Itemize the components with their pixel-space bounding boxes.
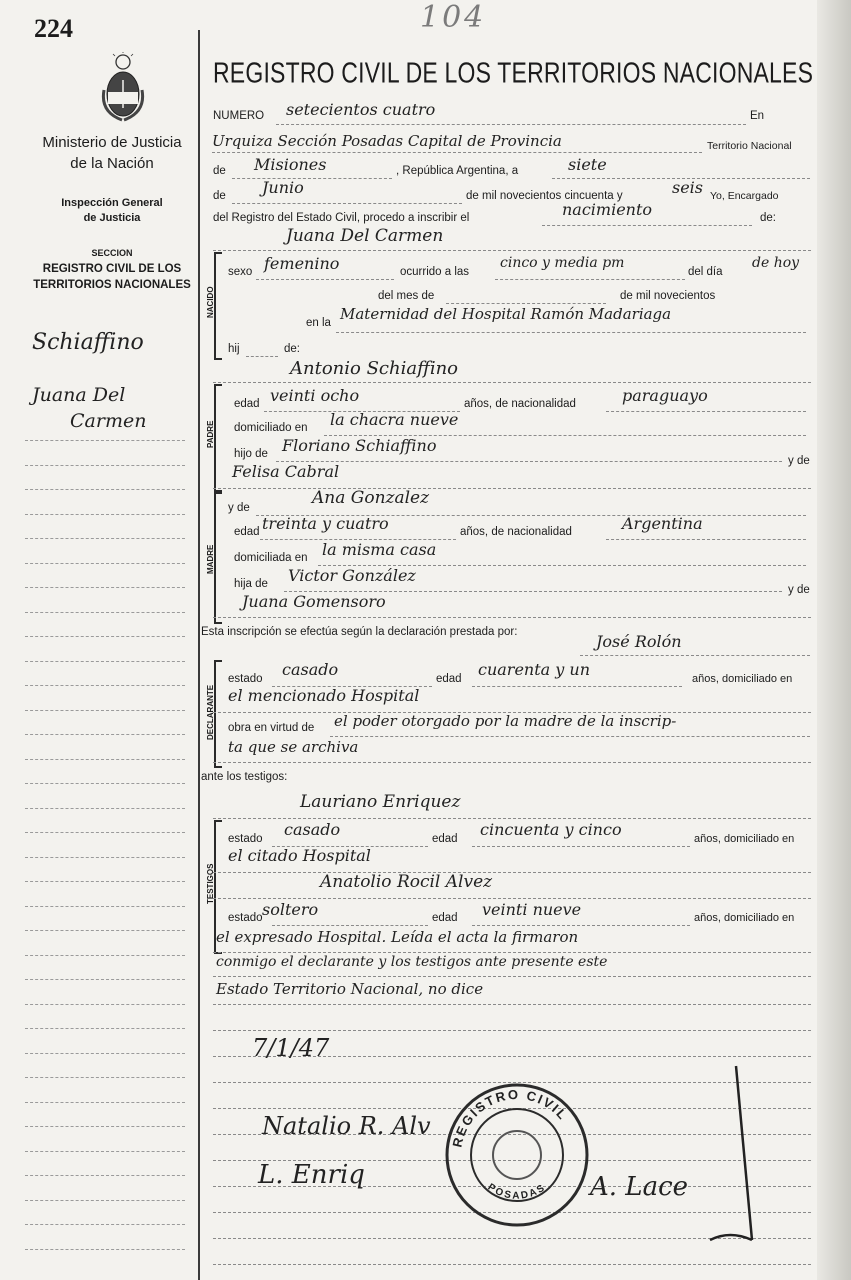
value-decl-edad: cuarenta y un (478, 660, 591, 679)
label-y-de-padre: y de (788, 455, 810, 467)
label-anos-nac-padre: años, de nacionalidad (464, 398, 576, 410)
bracket-madre (214, 492, 222, 624)
ministry-line-1: Ministerio de Justicia (42, 134, 182, 151)
line-territorio (232, 178, 392, 179)
label-del-dia: del día (688, 266, 723, 278)
line-del-mes (446, 303, 606, 304)
margin-ruled-line (25, 563, 185, 564)
margin-ruled-line (25, 881, 185, 882)
value-testigo-1: Lauriano Enriquez (300, 792, 461, 812)
value-t2-dom-1: el expresado Hospital. Leída el acta la firmaron (216, 928, 579, 946)
value-hij-de: Antonio Schiaffino (290, 358, 459, 379)
left-margin-column (0, 0, 198, 1280)
seccion-header: SECCION (91, 248, 133, 258)
value-decl-obra: el poder otorgado por la madre de la inscrip- (334, 712, 677, 730)
line-mes (232, 203, 462, 204)
line-sexo (256, 279, 394, 280)
margin-ruled-line (25, 1077, 185, 1078)
margin-note-given-name-2: Carmen (70, 410, 147, 432)
margin-ruled-line (25, 1102, 185, 1103)
line-t2-dom-2 (213, 976, 811, 977)
value-madre-dom: la misma casa (322, 540, 437, 559)
value-padre-edad: veinti ocho (270, 386, 360, 405)
margin-ruled-line (25, 1053, 185, 1054)
value-nombre: Juana Del Carmen (286, 226, 444, 246)
label-hij: hij (228, 343, 240, 355)
signature-2: L. Enriq (258, 1160, 365, 1190)
line-padre-hijo-de (276, 461, 782, 462)
value-decl-estado: casado (282, 660, 339, 679)
ministry-line-2: de la Nación (70, 155, 154, 172)
label-yo: Yo, Encargado (710, 190, 779, 202)
line-madre-y-de (213, 617, 811, 618)
label-de-3: de: (760, 212, 776, 224)
inspeccion-line-2: de Justicia (83, 212, 141, 224)
value-sexo: femenino (264, 254, 340, 273)
signature-3: A. Lace (590, 1172, 689, 1202)
page-edge (817, 0, 851, 1280)
margin-ruled-line (25, 1224, 185, 1225)
line-t2-dom-3 (213, 1004, 811, 1005)
label-anos-nac-madre: años, de nacionalidad (460, 526, 572, 538)
line-nombre (213, 250, 811, 251)
section-label-madre: MADRE (206, 544, 215, 574)
margin-ruled-line (25, 1004, 185, 1005)
line-acto (542, 225, 752, 226)
margin-ruled-line (25, 783, 185, 784)
margin-ruled-line (25, 489, 185, 490)
value-t1-dom: el citado Hospital (228, 846, 371, 865)
margin-ruled-line (25, 1200, 185, 1201)
value-territorio: Misiones (254, 155, 327, 174)
label-territorio: Territorio Nacional (707, 140, 792, 152)
line-lugar (336, 332, 806, 333)
seccion-line-2: TERRITORIOS NACIONALES (33, 279, 191, 291)
value-hora: cinco y media pm (500, 255, 625, 271)
line-t2-dom-1 (213, 952, 811, 953)
value-t2-edad: veinti nueve (482, 900, 582, 919)
value-padre-nac: paraguayo (622, 386, 708, 405)
bracket-padre (214, 384, 222, 492)
label-anos-dom-t2: años, domiciliado en (694, 912, 795, 924)
label-declaracion: Esta inscripción se efectúa según la declaración prestada por: (201, 626, 518, 638)
line-numero (276, 124, 746, 125)
line-padre-y-de (213, 488, 811, 489)
margin-ruled-line (25, 465, 185, 466)
label-edad-t2: edad (432, 912, 458, 924)
value-en-place: Urquiza Sección Posadas Capital de Provincia (212, 132, 562, 150)
label-edad-decl: edad (436, 673, 462, 685)
label-ocurrido: ocurrido a las (400, 266, 470, 278)
label-mil-nov: de mil novecientos cincuenta y (466, 190, 623, 202)
value-madre-nac: Argentina (622, 514, 703, 533)
label-numero: NUMERO (213, 110, 265, 122)
value-ano: seis (672, 178, 704, 197)
main-ruled-line (213, 1030, 811, 1031)
value-numero: setecientos cuatro (286, 100, 436, 119)
label-domiciliado-en: domiciliado en (234, 422, 308, 434)
margin-ruled-line (25, 685, 185, 686)
value-mes: Junio (262, 178, 304, 197)
registry-stamp (444, 1082, 590, 1228)
value-t2-estado: soltero (262, 900, 319, 919)
line-hij-de (213, 382, 811, 383)
margin-ruled-line (25, 808, 185, 809)
line-madre-nac (606, 539, 806, 540)
label-en: En (750, 110, 765, 122)
page-number: 224 (34, 14, 73, 43)
value-padre-hijo-de: Floriano Schiaffino (282, 436, 437, 455)
signature-mark: 7/1/47 (252, 1034, 330, 1062)
seccion-name (24, 261, 200, 293)
label-estado-t1: estado (228, 833, 263, 845)
margin-ruled-line (25, 734, 185, 735)
label-edad-madre: edad (234, 526, 260, 538)
seccion-line-1: REGISTRO CIVIL DE LOS (42, 263, 182, 275)
label-de-1: de (213, 165, 226, 177)
value-t2-dom-3: Estado Territorio Nacional, no dice (216, 980, 484, 998)
value-t1-estado: casado (284, 820, 341, 839)
stamp-text: REGISTRO CIVIL (449, 1086, 572, 1149)
line-decl-obra-2 (213, 762, 811, 763)
stamp-bottom-text: POSADAS (485, 1181, 549, 1202)
line-padre-nac (606, 411, 806, 412)
label-del-mes: del mes de (378, 290, 435, 302)
inspeccion-line-1: Inspección General (61, 197, 163, 209)
value-decl-dom: el mencionado Hospital (228, 686, 420, 705)
margin-ruled-line (25, 587, 185, 588)
value-t1-edad: cincuenta y cinco (480, 820, 622, 839)
label-de-mil: de mil novecientos (620, 290, 716, 302)
line-hora (495, 279, 685, 280)
main-ruled-line (213, 1264, 811, 1265)
line-decl-obra (330, 736, 810, 737)
margin-ruled-line (25, 1028, 185, 1029)
label-hijo-de: hijo de (234, 448, 268, 460)
inspeccion-general (24, 196, 200, 226)
ministry-name (24, 132, 200, 174)
line-testigo-2 (213, 898, 811, 899)
bracket-nacido (214, 252, 222, 360)
value-madre-y-de: Juana Gomensoro (242, 592, 386, 611)
label-y-de-madre-2: y de (788, 584, 810, 596)
line-t2-edad (472, 925, 690, 926)
line-decl-edad (472, 686, 682, 687)
line-hij (246, 356, 278, 357)
margin-ruled-line (25, 1151, 185, 1152)
value-padre-dom: la chacra nueve (330, 410, 459, 429)
line-t2-estado (272, 925, 428, 926)
label-y-de-madre: y de (228, 502, 250, 514)
margin-ruled-line (25, 832, 185, 833)
section-label-nacido: NACIDO (206, 286, 215, 318)
value-decl-obra-2: ta que se archiva (228, 738, 359, 756)
margin-note-given-name: Juana Del (32, 384, 126, 406)
label-de-4: de: (284, 343, 300, 355)
margin-ruled-line (25, 955, 185, 956)
label-edad-padre: edad (234, 398, 260, 410)
document-title: REGISTRO CIVIL DE LOS TERRITORIOS NACIONALES (213, 56, 814, 89)
label-obra: obra en virtud de (228, 722, 315, 734)
margin-ruled-line (25, 979, 185, 980)
value-madre-edad: treinta y cuatro (262, 514, 389, 533)
line-en-place (212, 152, 702, 153)
label-sexo: sexo (228, 266, 253, 278)
label-edad-t1: edad (432, 833, 458, 845)
value-testigo-2: Anatolio Rocil Alvez (320, 872, 493, 892)
value-declarante: José Rolón (596, 632, 682, 651)
label-hija-de: hija de (234, 578, 268, 590)
label-anos-dom-decl: años, domiciliado en (692, 673, 793, 685)
value-lugar: Maternidad del Hospital Ramón Madariaga (340, 305, 672, 323)
signature-1: Natalio R. Alv (262, 1112, 431, 1140)
margin-ruled-line (25, 636, 185, 637)
label-republica: , República Argentina, a (396, 165, 519, 177)
margin-ruled-line (25, 1249, 185, 1250)
margin-ruled-line (25, 440, 185, 441)
line-t1-edad (472, 846, 690, 847)
label-testigos: ante los testigos: (201, 771, 288, 783)
margin-ruled-line (25, 857, 185, 858)
value-padre-y-de: Felisa Cabral (232, 462, 340, 481)
margin-ruled-line (25, 906, 185, 907)
bracket-declarante (214, 660, 222, 768)
margin-ruled-line (25, 710, 185, 711)
section-label-padre: PADRE (206, 420, 215, 448)
margin-ruled-line (25, 1126, 185, 1127)
section-label-declarante: DECLARANTE (206, 684, 215, 740)
margin-ruled-line (25, 759, 185, 760)
value-madre: Ana Gonzalez (312, 488, 430, 508)
label-anos-dom-t1: años, domiciliado en (694, 833, 795, 845)
margin-ruled-line (25, 661, 185, 662)
line-declarante (580, 655, 810, 656)
signature-stroke (700, 1060, 780, 1260)
label-domiciliada-en: domiciliada en (234, 552, 308, 564)
column-divider (198, 30, 200, 1280)
line-testigo-1 (213, 818, 811, 819)
line-t1-dom (213, 872, 811, 873)
margin-ruled-line (25, 514, 185, 515)
margin-ruled-line (25, 612, 185, 613)
label-estado-decl: estado (228, 673, 263, 685)
value-madre-hija-de: Victor González (288, 566, 416, 585)
value-t2-dom-2: conmigo el declarante y los testigos ante presente este (216, 954, 608, 970)
label-de-2: de (213, 190, 226, 202)
value-dia: siete (568, 155, 607, 174)
label-en-la: en la (306, 317, 331, 329)
label-estado-t2: estado (228, 912, 263, 924)
value-acto: nacimiento (562, 200, 653, 219)
section-label-testigos: TESTIGOS (206, 863, 215, 904)
value-del-dia: de hoy (752, 255, 800, 271)
top-scribble: 104 (420, 0, 487, 35)
label-registro: del Registro del Estado Civil, procedo a inscribir el (213, 212, 470, 224)
margin-ruled-line (25, 930, 185, 931)
margin-note-surname: Schiaffino (32, 330, 144, 355)
margin-ruled-line (25, 538, 185, 539)
margin-ruled-line (25, 1175, 185, 1176)
svg-text:POSADAS (486, 1182, 549, 1202)
